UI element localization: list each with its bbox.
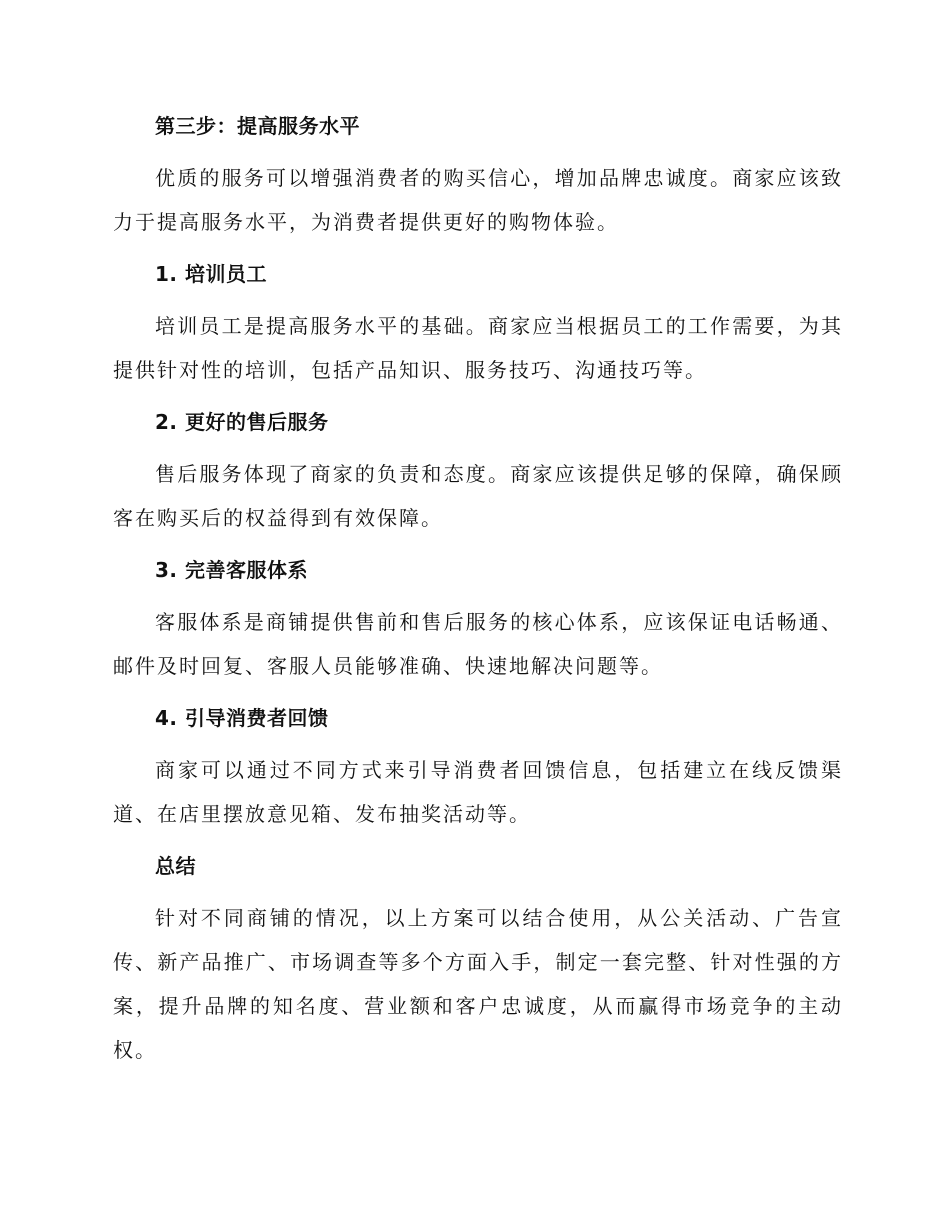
section-heading-train-staff: 1. 培训员工 bbox=[155, 262, 267, 286]
section-paragraph-train-staff: 培训员工是提高服务水平的基础。商家应当根据员工的工作需要，为其提供针对性的培训，包括产品知识、服务技巧、沟通技巧等。 bbox=[113, 314, 843, 382]
section-heading-customer-service: 3. 完善客服体系 bbox=[155, 558, 308, 582]
document-content bbox=[113, 104, 843, 1080]
section-heading-summary: 总结 bbox=[155, 854, 196, 878]
section-paragraph-summary: 针对不同商铺的情况，以上方案可以结合使用，从公关活动、广告宣传、新产品推广、市场调查等多个方面入手，制定一套完整、针对性强的方案，提升品牌的知名度、营业额和客户忠诚度，从而赢得市场竞争的主动权。 bbox=[113, 906, 843, 1062]
section-paragraph-after-sales: 售后服务体现了商家的负责和态度。商家应该提供足够的保障，确保顾客在购买后的权益得到有效保障。 bbox=[113, 462, 843, 530]
section-paragraph-feedback: 商家可以通过不同方式来引导消费者回馈信息，包括建立在线反馈渠道、在店里摆放意见箱、发布抽奖活动等。 bbox=[113, 758, 843, 826]
section-heading-feedback: 4. 引导消费者回馈 bbox=[155, 706, 329, 730]
section-paragraph-customer-service: 客服体系是商铺提供售前和售后服务的核心体系，应该保证电话畅通、邮件及时回复、客服人员能够准确、快速地解决问题等。 bbox=[113, 610, 843, 678]
section-paragraph-step-three: 优质的服务可以增强消费者的购买信心，增加品牌忠诚度。商家应该致力于提高服务水平，为消费者提供更好的购物体验。 bbox=[113, 166, 843, 234]
section-heading-after-sales: 2. 更好的售后服务 bbox=[155, 410, 329, 434]
section-heading-step-three: 第三步：提高服务水平 bbox=[155, 114, 360, 138]
